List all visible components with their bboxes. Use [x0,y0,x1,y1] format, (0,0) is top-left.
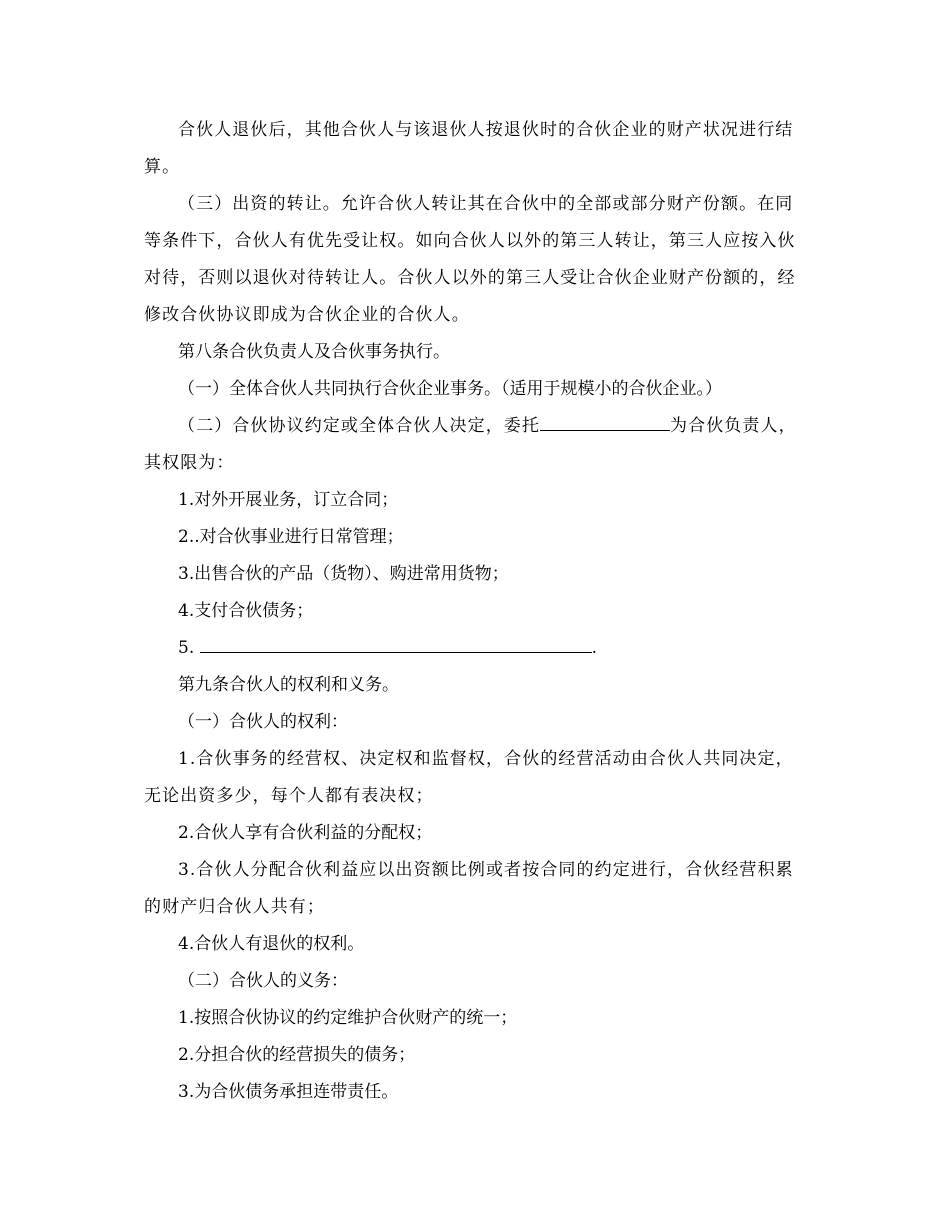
heading-article-9: 第九条合伙人的权利和义务。 [178,675,399,695]
paragraph-settlement: 合伙人退伙后，其他合伙人与该退伙人按退伙时的合伙企业的财产状况进行结算。 [144,120,794,177]
heading-article-8: 第八条合伙负责人及合伙事务执行。 [178,342,450,362]
subheading-rights: （一）合伙人的权利： [178,712,348,732]
subheading-obligations: （二）合伙人的义务： [178,971,348,991]
paragraph-delegation [144,408,804,482]
item-5-blank [200,636,592,653]
item-5-period: . [591,638,598,658]
delegation-text-before: （二）合伙协议约定或全体合伙人决定，委托 [178,416,540,436]
paragraph-capital-transfer: （三）出资的转让。允许合伙人转让其在合伙中的全部或部分财产份额。在同等条件下，合伙人有优先受让权。如向合伙人以外的第三人转让，第三人应按入伙对待，否则以退伙对待转让人。合伙人以外的第三人受让合伙企业财产份额的，经修改合伙协议即成为合伙企业的合伙人。 [144,194,796,325]
list-item-blank-5 [144,630,804,667]
delegate-name-blank [540,414,670,431]
list-item-obligation-3: 3.为合伙债务承担连带责任。 [178,1082,399,1102]
list-item-external-business: 1.对外开展业务，订立合同； [178,490,399,510]
list-item-pay-debts: 4.支付合伙债务； [178,601,314,621]
list-item-right-4: 4.合伙人有退伙的权利。 [178,934,365,954]
document-page [144,112,804,1111]
list-item-right-2: 2.合伙人享有合伙利益的分配权； [178,823,433,843]
paragraph-joint-execution: （一）全体合伙人共同执行合伙企业事务。（适用于规模小的合伙企业。） [178,379,722,399]
delegation-text-after: 为合伙负责人，其权限为： [144,416,797,473]
list-item-obligation-1: 1.按照合伙协议的约定维护合伙财产的统一； [178,1008,518,1028]
list-item-right-3: 3.合伙人分配合伙利益应以出资额比例或者按合同的约定进行，合伙经营积累的财产归合伙人共有； [144,860,794,917]
list-item-sell-purchase: 3.出售合伙的产品（货物）、购进常用货物； [178,564,509,584]
list-item-obligation-2: 2.分担合伙的经营损失的债务； [178,1045,416,1065]
list-item-daily-management: 2..对合伙事业进行日常管理； [178,527,404,547]
list-item-right-1: 1.合伙事务的经营权、决定权和监督权，合伙的经营活动由合伙人共同决定，无论出资多少，每个人都有表决权； [144,749,794,806]
list-number-5: 5. [178,638,195,658]
